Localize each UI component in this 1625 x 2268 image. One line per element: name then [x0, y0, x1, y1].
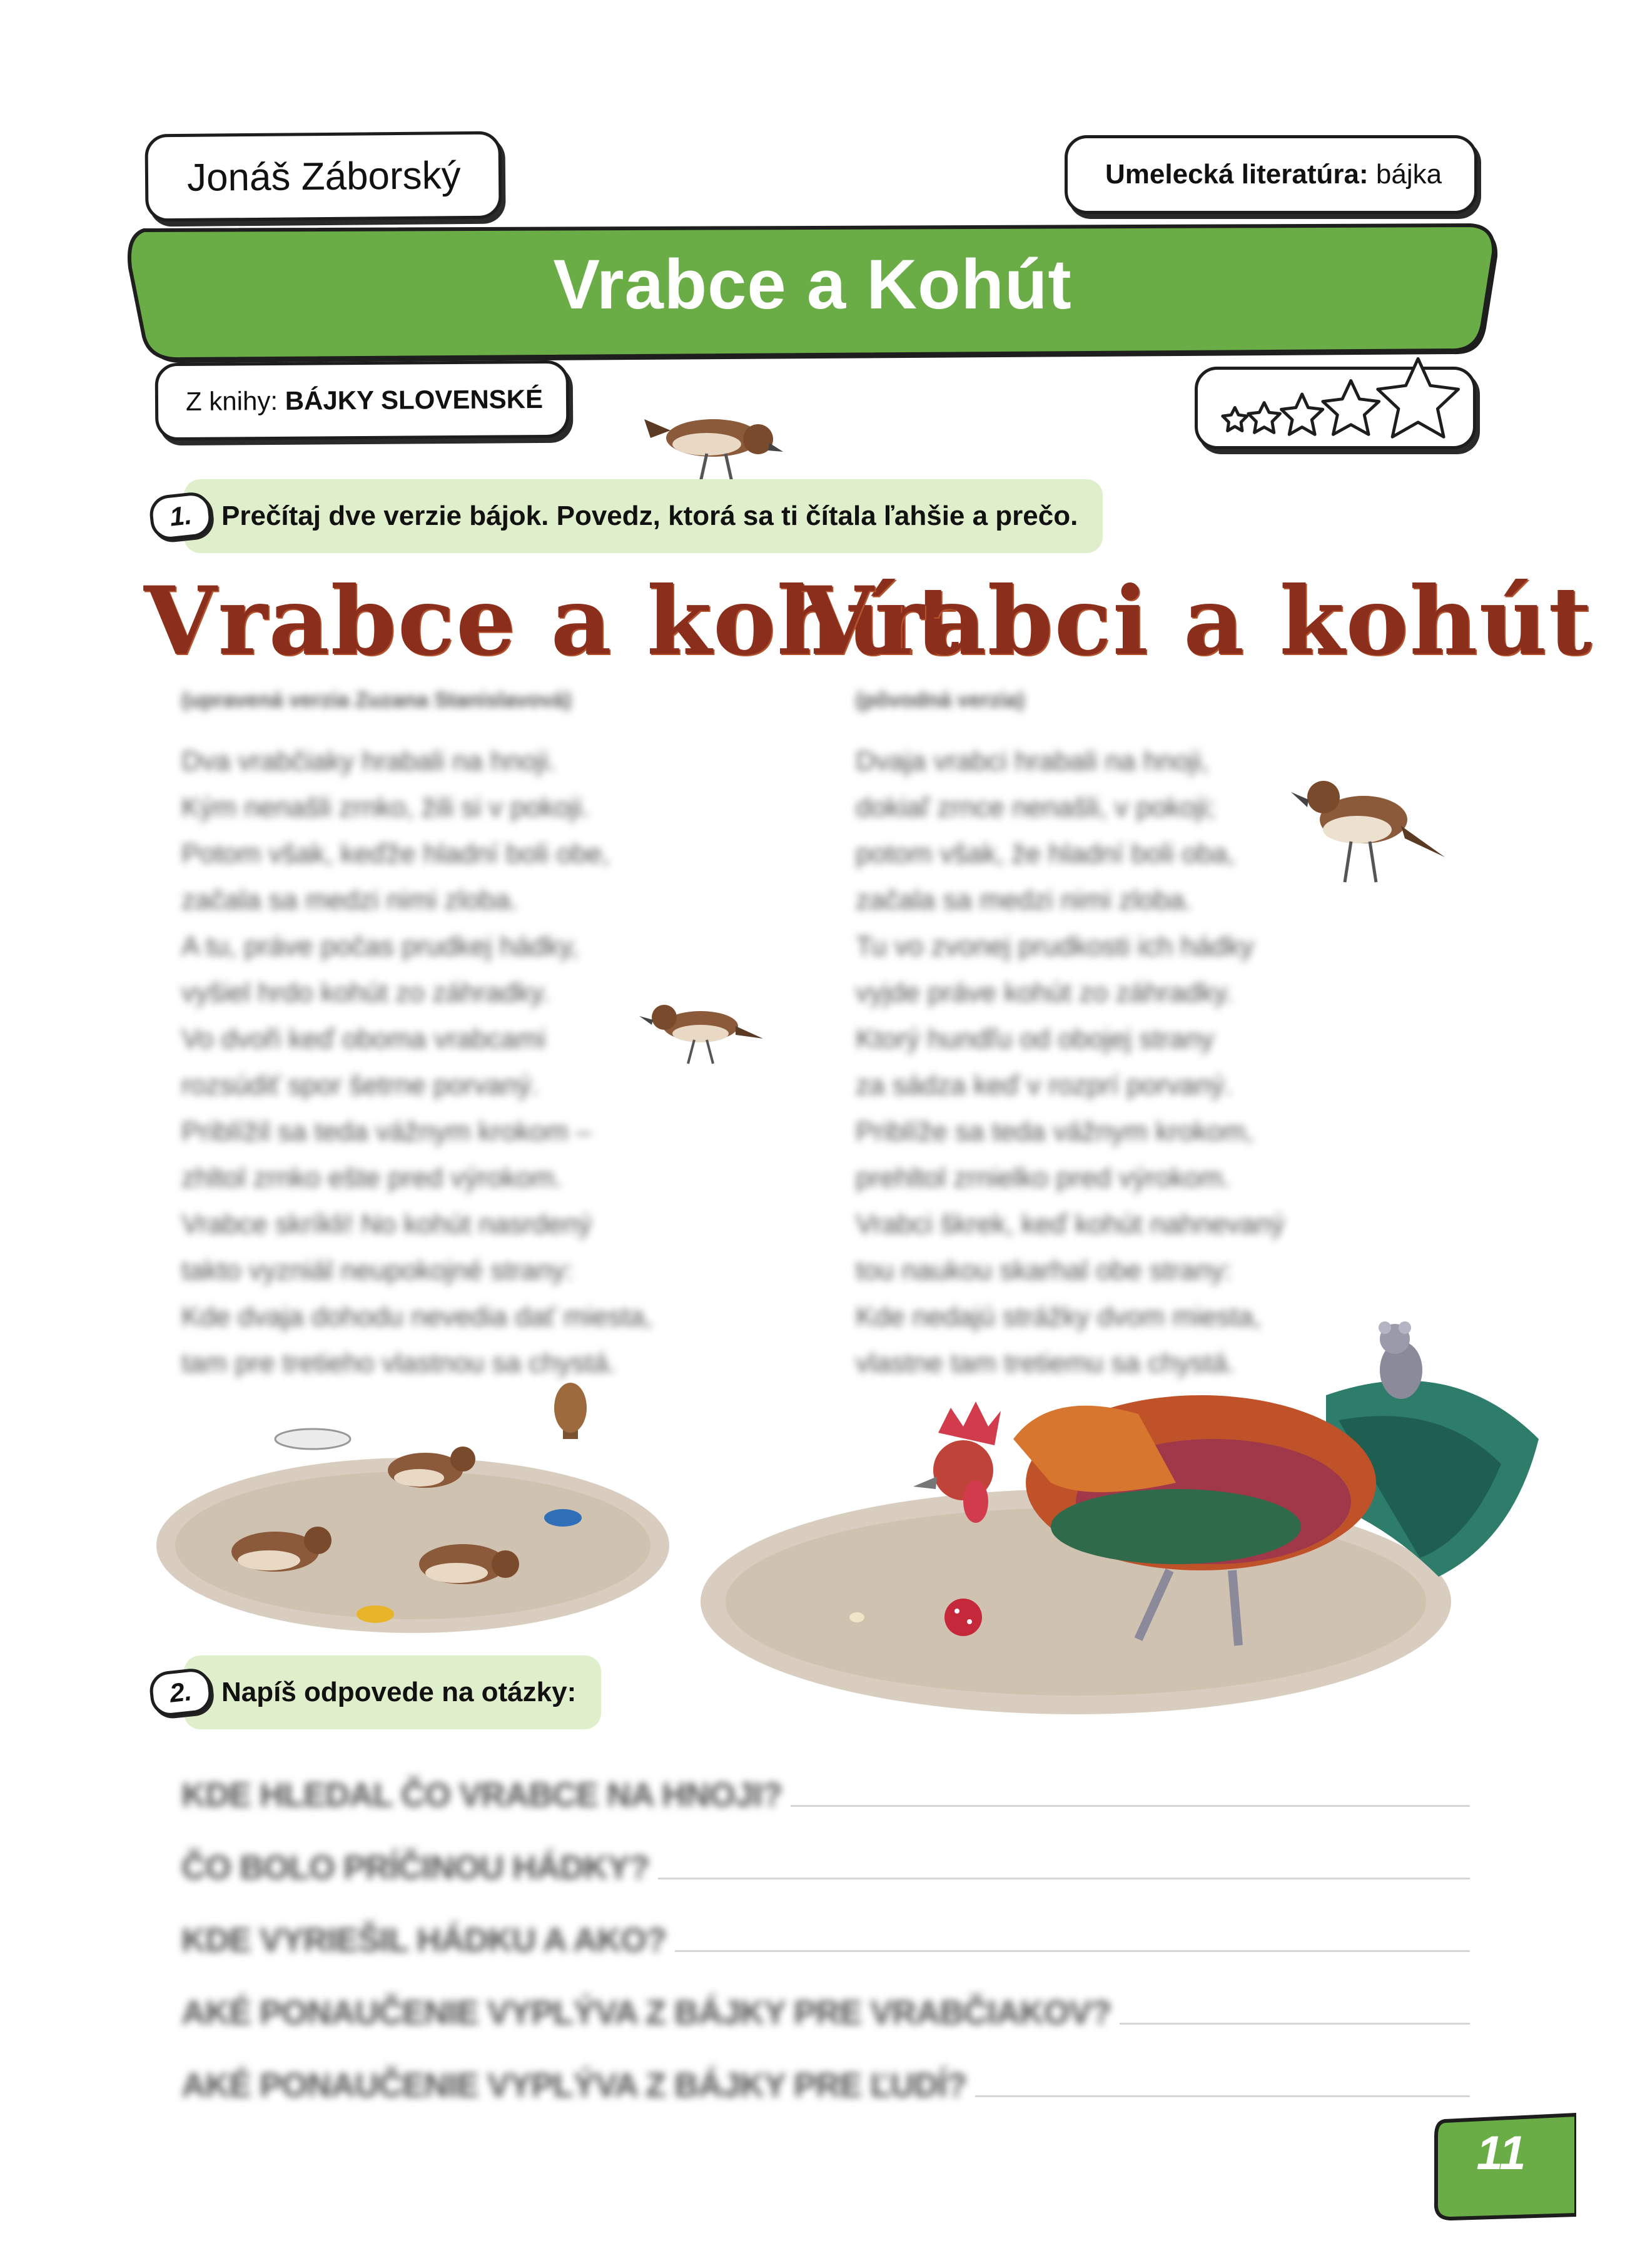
fable-subtitle-left: (upravená verzia Zuzana Stanislavová)	[181, 688, 572, 712]
poem-line: za sádza keď v rozprí porvaný.	[856, 1070, 1232, 1101]
poem-line: takto vyzniál neupokojné strany:	[181, 1255, 574, 1286]
poem-line: Dvaja vrabci hrabali na hnoji,	[856, 746, 1209, 776]
poem-line: zhltol zrnko ešte pred výrokom.	[181, 1162, 562, 1193]
star-icon	[1323, 380, 1379, 434]
poem-line: dokiaľ zrnce nenašli, v pokoji;	[856, 792, 1216, 823]
sparrow-illustration	[625, 989, 769, 1070]
task-2	[150, 1655, 601, 1729]
fable-title-left: Vrabce a kohút	[144, 566, 961, 676]
answer-line[interactable]	[675, 1950, 1470, 1952]
question-text: AKÉ PONAUČENIE VYPLÝVA Z BÁJKY PRE VRABČIAKOV?	[181, 1994, 1111, 2032]
answer-line[interactable]	[975, 2095, 1470, 2097]
question-row	[181, 1909, 1470, 1960]
question-text: AKÉ PONAUČENIE VYPLÝVA Z BÁJKY PRE ĽUDÍ?	[181, 2067, 967, 2104]
answer-line[interactable]	[791, 1805, 1470, 1807]
book-prefix: Z knihy:	[185, 385, 278, 416]
question-text: KDE VYRIEŠIL HÁDKU A AKO?	[181, 1921, 667, 1959]
answer-line[interactable]	[1120, 2023, 1470, 2025]
star-icon	[1248, 403, 1280, 433]
poem-line: A tu, práve počas prudkej hádky,	[181, 931, 579, 962]
book-title: BÁJKY SLOVENSKÉ	[285, 384, 544, 415]
page-number: 11	[1476, 2127, 1526, 2180]
answer-line[interactable]	[658, 1878, 1470, 1879]
sparrow-illustration	[613, 394, 826, 488]
question-row	[181, 1982, 1470, 2032]
difficulty-stars-icon	[1217, 345, 1473, 439]
poem-line: prehltol zrnielko pred výrokom.	[856, 1162, 1231, 1193]
star-icon	[1378, 359, 1459, 437]
question-row	[181, 1837, 1470, 1887]
task-instruction: Napíš odpovede na otázky:	[184, 1655, 601, 1729]
poem-line: Priblíže sa teda vážnym krokom,	[856, 1116, 1253, 1147]
poem-line: Vrabci škrek, keď kohút nahnevaný	[856, 1209, 1285, 1239]
question-row	[181, 1764, 1470, 1814]
poem-line: Vrabce skríkli! No kohút nasrdený	[181, 1209, 592, 1239]
poem-line: Kde nedajú strážky dvom miesta,	[856, 1301, 1262, 1332]
genre-label	[1065, 135, 1477, 214]
poem-line: tou naukou skarhal obe strany:	[856, 1255, 1232, 1286]
poem-line: Potom však, keďže hladní boli obe,	[181, 838, 610, 869]
task-instruction: Prečítaj dve verzie bájok. Povedz, ktorá sa ti čítala ľahšie a prečo.	[184, 479, 1103, 553]
poem-line: Dva vrabčiaky hrabali na hnoji.	[181, 746, 557, 776]
difficulty-rating	[1195, 367, 1476, 449]
fable-subtitle-right: (pôvodná verzia)	[856, 688, 1025, 712]
poem-line: Priblížil sa teda vážnym krokom –	[181, 1116, 592, 1147]
question-row	[181, 2055, 1470, 2105]
poem-line: vlastne tam tretiemu sa chystá.	[856, 1348, 1235, 1378]
poem-line: začala sa medzi nimi zloba.	[856, 885, 1193, 915]
star-icon	[1281, 394, 1322, 434]
question-text: ČO BOLO PRÍČINOU HÁDKY?	[181, 1849, 650, 1886]
poem-line: začala sa medzi nimi zloba.	[181, 885, 519, 915]
poem-line: tam pre tretieho vlastnou sa chystá.	[181, 1348, 616, 1378]
poem-line: Kým nenašli zrnko, žili si v pokoji.	[181, 792, 590, 823]
rooster-illustration	[701, 1276, 1589, 1727]
task-number: 1.	[148, 491, 214, 542]
author-name: Jonáš Záborský	[186, 153, 461, 200]
fable-title-right: Vrabci a kohút	[801, 566, 1593, 676]
poem-line: vyšiel hrdo kohút zo záhradky.	[181, 977, 550, 1008]
book-source	[155, 360, 570, 441]
fable-text-left	[181, 738, 652, 1386]
task-1	[150, 479, 1103, 553]
genre-value: bájka	[1375, 159, 1442, 190]
poem-line: rozsúdiť spor šetrne porvaný.	[181, 1070, 539, 1101]
page-title: Vrabce a Kohút	[553, 245, 1072, 323]
poem-line: Vo dvoři keď oboma vrabcami	[181, 1024, 546, 1054]
poem-line: potom však, že hladní boli oba,	[856, 838, 1235, 869]
task-number: 2.	[148, 1667, 214, 1718]
author-label	[144, 131, 502, 222]
star-icon	[1223, 407, 1247, 430]
poem-line: vyjde práve kohút zo záhradky.	[856, 977, 1233, 1008]
genre-category: Umelecká literatúra:	[1105, 159, 1369, 190]
sparrows-ground-illustration	[150, 1376, 676, 1639]
sparrow-illustration	[1276, 757, 1451, 895]
poem-line: Ktorý hundľu od obojej strany	[856, 1024, 1214, 1054]
poem-line: Kde dvaja dohodu nevedia dať miesta,	[181, 1301, 652, 1332]
question-text: KDE HLEDAL ČO VRABCE NA HNOJI?	[181, 1776, 782, 1814]
poem-line: Tu vo zvonej prudkosti ich hádky	[856, 931, 1254, 962]
